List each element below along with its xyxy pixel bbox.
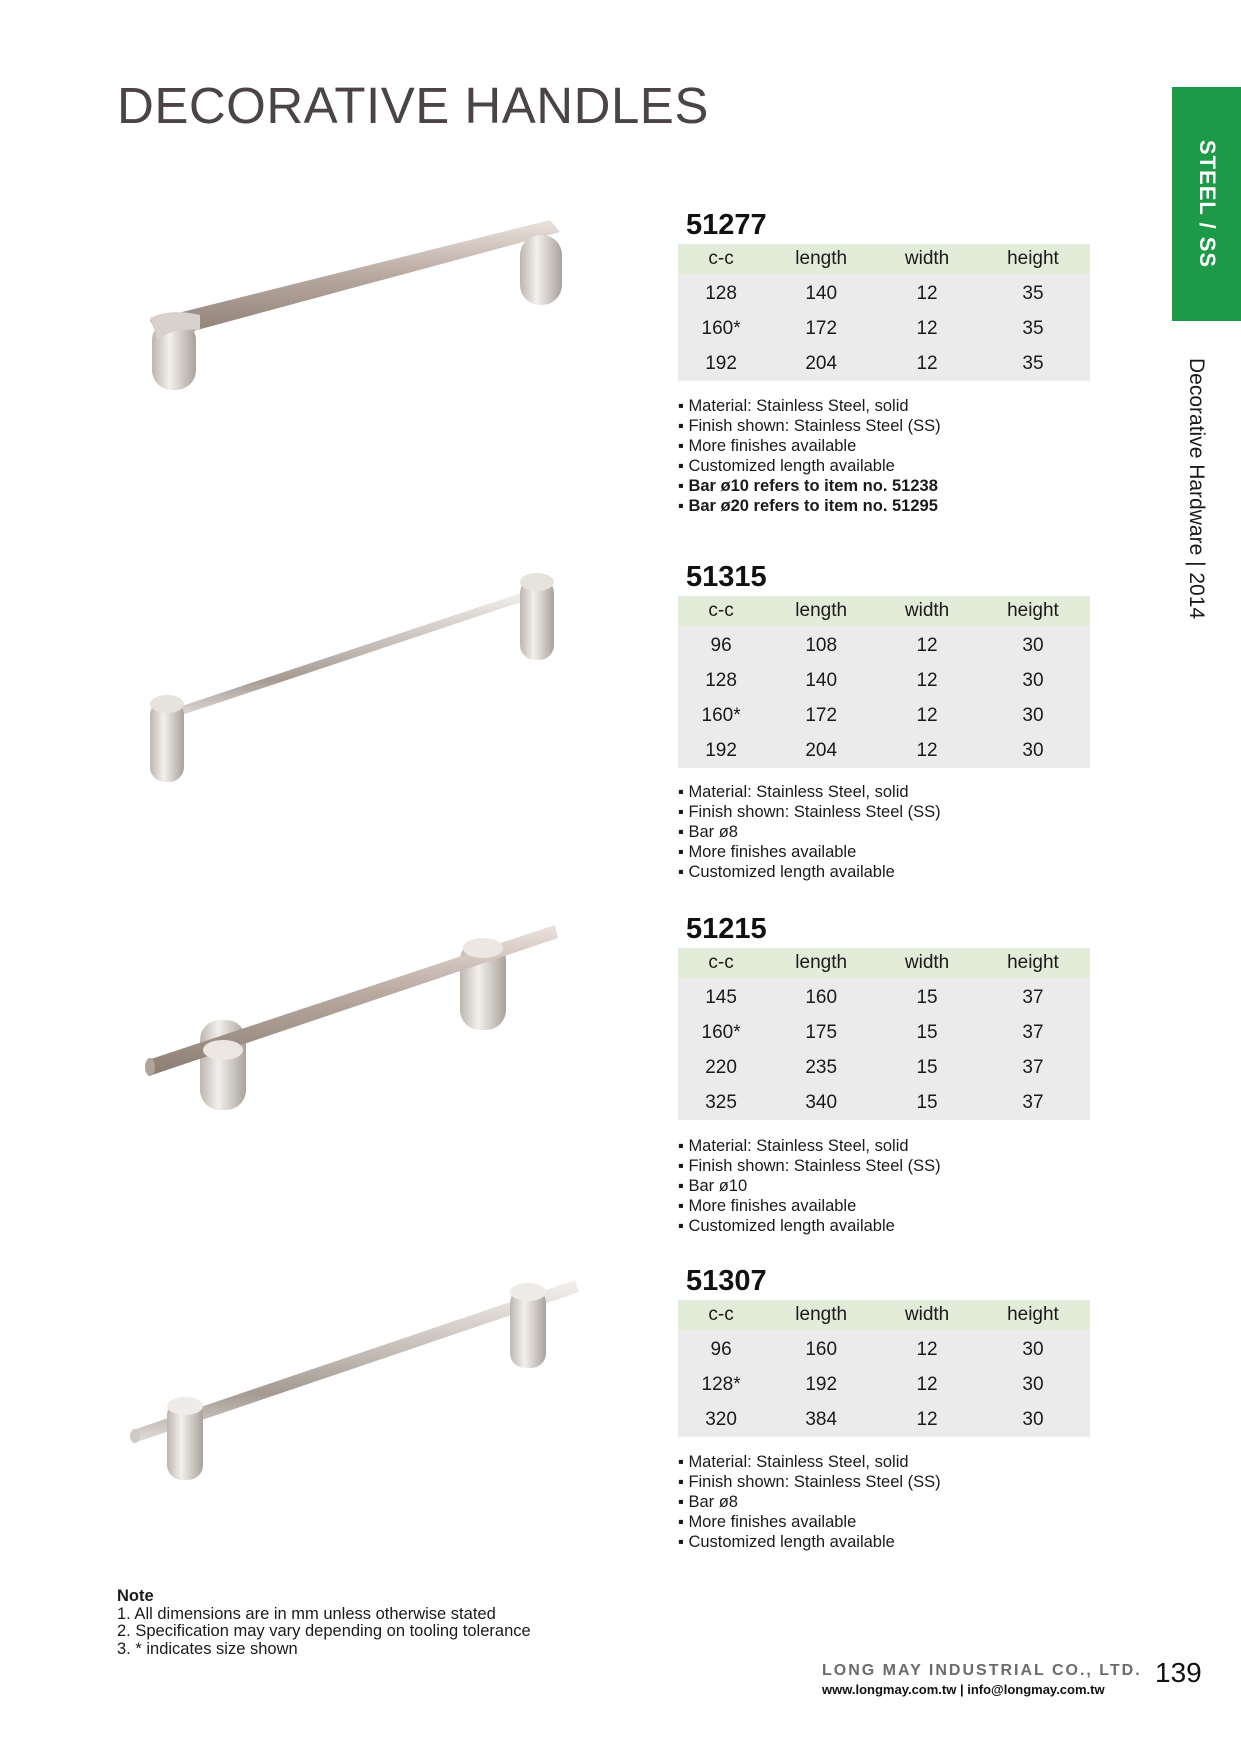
category-tab-label: STEEL / SS bbox=[1194, 139, 1220, 269]
feature-item: ▪ Material: Stainless Steel, solid bbox=[678, 396, 941, 416]
handle-51215-image bbox=[140, 910, 570, 1135]
handle-51277-image bbox=[140, 210, 570, 405]
feature-item: ▪ Bar ø10 refers to item no. 51238 bbox=[678, 476, 941, 496]
note-line: 1. All dimensions are in mm unless otherwise stated bbox=[117, 1604, 496, 1623]
cell: 96 bbox=[710, 634, 732, 656]
feature-item: ▪ More finishes available bbox=[678, 436, 941, 456]
cell: 96 bbox=[710, 1338, 732, 1360]
cell: 160* bbox=[701, 1021, 741, 1043]
spec-table bbox=[678, 1300, 1090, 1437]
note-line: 2. Specification may vary depending on tooling tolerance bbox=[117, 1622, 531, 1640]
table-row bbox=[678, 346, 1090, 381]
table-row bbox=[678, 311, 1090, 346]
header-height: height bbox=[976, 244, 1090, 274]
company-name: LONG MAY INDUSTRIAL CO., LTD. bbox=[822, 1662, 1142, 1679]
table-row bbox=[678, 626, 1090, 663]
category-tab bbox=[1172, 87, 1241, 321]
header-length: length bbox=[764, 948, 878, 978]
cell: 12 bbox=[916, 634, 938, 656]
header-length: length bbox=[764, 596, 878, 626]
cell: 192 bbox=[805, 1373, 838, 1395]
cell: 30 bbox=[1022, 1338, 1044, 1360]
feature-item: ▪ Finish shown: Stainless Steel (SS) bbox=[678, 1156, 941, 1176]
cell: 140 bbox=[805, 669, 838, 691]
cell: 160* bbox=[701, 317, 741, 339]
cell: 37 bbox=[1022, 986, 1044, 1008]
feature-list bbox=[678, 1136, 941, 1236]
cell: 15 bbox=[916, 986, 938, 1008]
feature-item: ▪ Bar ø20 refers to item no. 51295 bbox=[678, 496, 941, 516]
cell: 128 bbox=[705, 669, 737, 691]
cell: 204 bbox=[805, 739, 838, 761]
cell: 160* bbox=[701, 704, 741, 726]
table-row bbox=[678, 978, 1090, 1015]
feature-item: ▪ Finish shown: Stainless Steel (SS) bbox=[678, 802, 941, 822]
table-row bbox=[678, 274, 1090, 311]
header-width: width bbox=[878, 244, 976, 274]
cell: 30 bbox=[1022, 1408, 1044, 1430]
cell: 12 bbox=[916, 704, 938, 726]
cell: 12 bbox=[916, 282, 938, 304]
cell: 12 bbox=[916, 317, 938, 339]
table-row bbox=[678, 1050, 1090, 1085]
feature-item: ▪ More finishes available bbox=[678, 842, 941, 862]
page-number: 139 bbox=[1155, 1657, 1202, 1688]
company-contact: www.longmay.com.tw | info@longmay.com.tw bbox=[822, 1682, 1105, 1697]
feature-item: ▪ Material: Stainless Steel, solid bbox=[678, 1136, 941, 1156]
cell: 220 bbox=[705, 1056, 737, 1078]
feature-item: ▪ Bar ø10 bbox=[678, 1176, 941, 1196]
cell: 12 bbox=[916, 1408, 938, 1430]
page-title: DECORATIVE HANDLES bbox=[117, 77, 709, 134]
header-cc: c-c bbox=[678, 948, 764, 978]
spec-table bbox=[678, 948, 1090, 1120]
feature-item: ▪ Finish shown: Stainless Steel (SS) bbox=[678, 1472, 941, 1492]
feature-item: ▪ More finishes available bbox=[678, 1512, 941, 1532]
feature-item: ▪ Finish shown: Stainless Steel (SS) bbox=[678, 416, 941, 436]
cell: 160 bbox=[805, 986, 838, 1008]
cell: 12 bbox=[916, 1373, 938, 1395]
side-caption bbox=[1185, 358, 1208, 620]
cell: 30 bbox=[1022, 704, 1044, 726]
product-code: 51277 bbox=[686, 209, 767, 241]
cell: 15 bbox=[916, 1021, 938, 1043]
table-row bbox=[678, 1330, 1090, 1367]
cell: 128 bbox=[705, 282, 737, 304]
cell: 15 bbox=[916, 1091, 938, 1113]
cell: 30 bbox=[1022, 1373, 1044, 1395]
notes-section bbox=[117, 1588, 531, 1658]
cell: 12 bbox=[916, 1338, 938, 1360]
cell: 172 bbox=[805, 704, 838, 726]
feature-item: ▪ Material: Stainless Steel, solid bbox=[678, 782, 941, 802]
feature-list bbox=[678, 782, 941, 882]
cell: 160 bbox=[805, 1338, 838, 1360]
header-length: length bbox=[764, 1300, 878, 1330]
product-code: 51315 bbox=[686, 561, 767, 593]
cell: 325 bbox=[705, 1091, 737, 1113]
feature-item: ▪ Material: Stainless Steel, solid bbox=[678, 1452, 941, 1472]
feature-item: ▪ Customized length available bbox=[678, 862, 941, 882]
header-cc: c-c bbox=[678, 1300, 764, 1330]
cell: 35 bbox=[1022, 317, 1044, 339]
feature-item: ▪ Customized length available bbox=[678, 456, 941, 476]
cell: 37 bbox=[1022, 1056, 1044, 1078]
spec-table bbox=[678, 244, 1090, 381]
spec-table bbox=[678, 596, 1090, 768]
product-code: 51307 bbox=[686, 1265, 767, 1297]
feature-list bbox=[678, 1452, 941, 1552]
cell: 128* bbox=[701, 1373, 741, 1395]
feature-item: ▪ Bar ø8 bbox=[678, 822, 941, 842]
cell: 340 bbox=[805, 1091, 838, 1113]
side-caption-label: Decorative Hardware | 2014 bbox=[1185, 358, 1208, 620]
table-row bbox=[678, 1402, 1090, 1437]
cell: 12 bbox=[916, 739, 938, 761]
cell: 12 bbox=[916, 352, 938, 374]
cell: 35 bbox=[1022, 352, 1044, 374]
handle-51315-image bbox=[140, 560, 570, 805]
feature-item: ▪ Bar ø8 bbox=[678, 1492, 941, 1512]
cell: 30 bbox=[1022, 634, 1044, 656]
cell: 384 bbox=[805, 1408, 838, 1430]
header-cc: c-c bbox=[678, 596, 764, 626]
table-row bbox=[678, 1085, 1090, 1120]
cell: 175 bbox=[805, 1021, 838, 1043]
feature-list bbox=[678, 396, 941, 516]
note-line: 3. * indicates size shown bbox=[117, 1639, 298, 1658]
header-length: length bbox=[764, 244, 878, 274]
handle-51307-image bbox=[125, 1270, 585, 1495]
header-width: width bbox=[878, 1300, 976, 1330]
cell: 172 bbox=[805, 317, 838, 339]
header-width: width bbox=[878, 948, 976, 978]
cell: 204 bbox=[805, 352, 838, 374]
cell: 37 bbox=[1022, 1021, 1044, 1043]
product-code: 51215 bbox=[686, 913, 767, 945]
table-row bbox=[678, 663, 1090, 698]
header-height: height bbox=[976, 596, 1090, 626]
table-row bbox=[678, 698, 1090, 733]
cell: 140 bbox=[805, 282, 838, 304]
table-row bbox=[678, 733, 1090, 768]
table-row bbox=[678, 1367, 1090, 1402]
cell: 30 bbox=[1022, 739, 1044, 761]
note-title: Note bbox=[117, 1587, 154, 1605]
cell: 35 bbox=[1022, 282, 1044, 304]
cell: 235 bbox=[805, 1056, 838, 1078]
cell: 145 bbox=[705, 986, 737, 1008]
cell: 192 bbox=[705, 352, 737, 374]
cell: 12 bbox=[916, 669, 938, 691]
feature-item: ▪ Customized length available bbox=[678, 1216, 941, 1236]
cell: 37 bbox=[1022, 1091, 1044, 1113]
table-row bbox=[678, 1015, 1090, 1050]
header-cc: c-c bbox=[678, 244, 764, 274]
cell: 30 bbox=[1022, 669, 1044, 691]
cell: 108 bbox=[805, 634, 838, 656]
header-height: height bbox=[976, 1300, 1090, 1330]
feature-item: ▪ More finishes available bbox=[678, 1196, 941, 1216]
cell: 192 bbox=[705, 739, 737, 761]
feature-item: ▪ Customized length available bbox=[678, 1532, 941, 1552]
cell: 15 bbox=[916, 1056, 938, 1078]
header-width: width bbox=[878, 596, 976, 626]
header-height: height bbox=[976, 948, 1090, 978]
cell: 320 bbox=[705, 1408, 737, 1430]
